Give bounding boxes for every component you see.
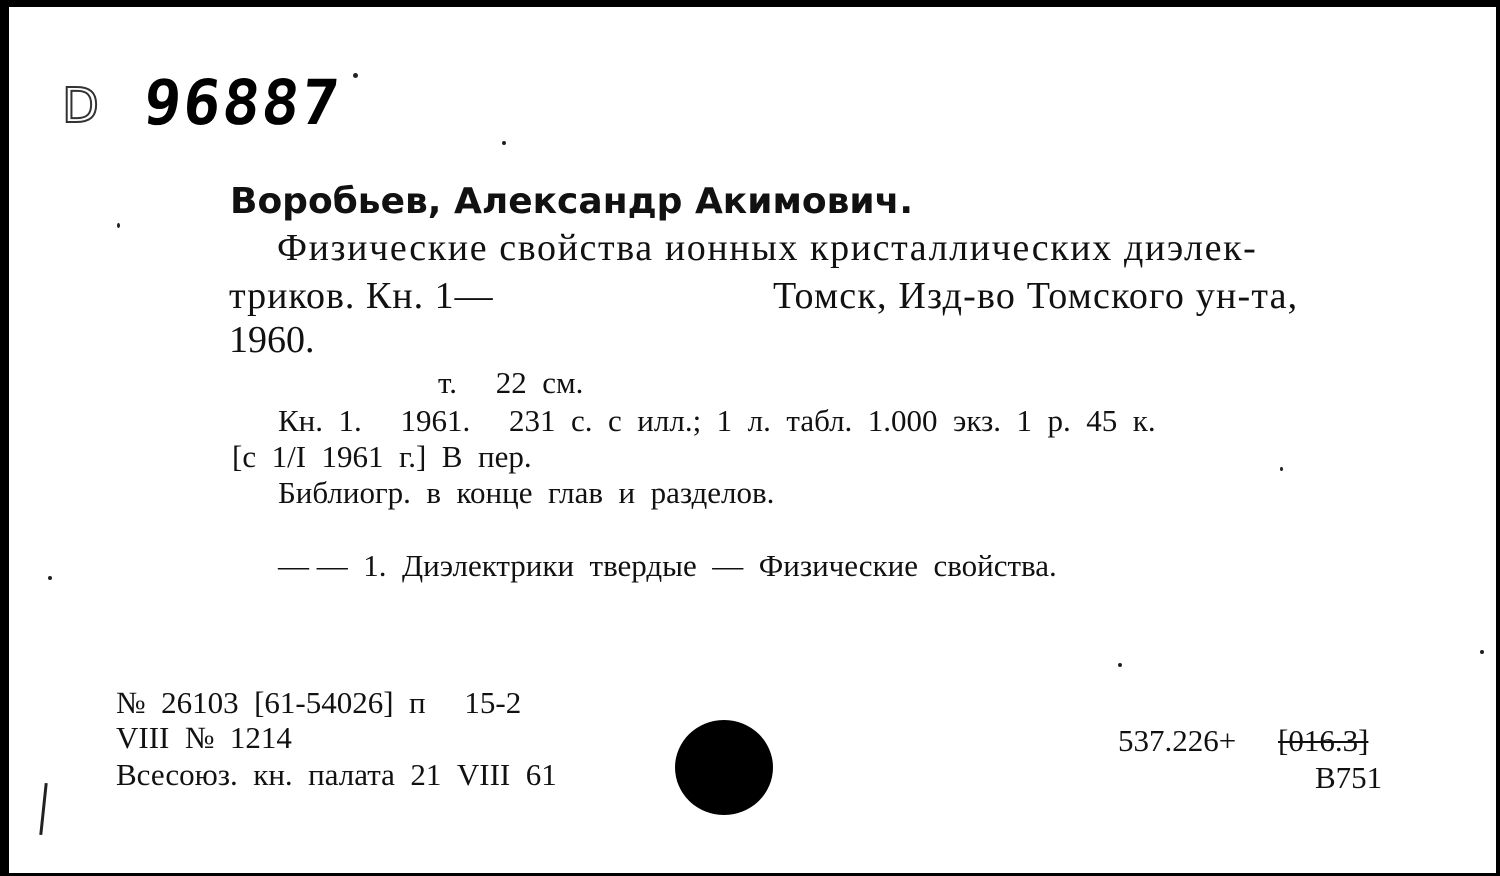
card-border-top bbox=[0, 0, 1500, 7]
title-line-1: Физические свойства ионных кристаллических диэлек- bbox=[277, 227, 1258, 269]
stamp-letter: D bbox=[62, 78, 99, 134]
speck bbox=[1280, 467, 1283, 471]
punch-hole bbox=[675, 720, 773, 815]
speck bbox=[1480, 650, 1484, 654]
price-note-line: [с 1/I 1961 г.] В пер. bbox=[232, 439, 532, 474]
udc-struck: [016.3] bbox=[1278, 723, 1369, 758]
footer-line-2: VIII № 1214 bbox=[116, 720, 292, 755]
title-line-2a: триков. Кн. 1— bbox=[229, 275, 494, 317]
card-border-right bbox=[1496, 0, 1500, 876]
speck bbox=[353, 73, 358, 78]
udc-main: 537.226+ bbox=[1118, 723, 1237, 758]
footer-line-3: Всесоюз. кн. палата 21 VIII 61 bbox=[116, 757, 557, 792]
title-line-2b: Томск, Изд-во Томского ун-та, bbox=[773, 275, 1299, 317]
speck bbox=[502, 141, 506, 145]
card-border-left bbox=[0, 0, 9, 876]
volumes-line: т. 22 см. bbox=[438, 365, 584, 400]
speck bbox=[117, 223, 120, 228]
book1-line: Кн. 1. 1961. 231 с. с илл.; 1 л. табл. 1.000 экз. 1 р. 45 к. bbox=[278, 403, 1156, 438]
shelf-code: В751 bbox=[1315, 760, 1383, 795]
pencil-mark bbox=[39, 783, 47, 835]
author-heading: Воробьев, Александр Акимович. bbox=[230, 181, 914, 222]
footer-line-1: № 26103 [61-54026] п 15-2 bbox=[116, 685, 522, 720]
title-line-3: 1960. bbox=[229, 319, 315, 361]
speck bbox=[48, 576, 52, 580]
subject-heading-line: — — 1. Диэлектрики твердые — Физические свойства. bbox=[278, 548, 1057, 583]
inventory-number: 96887 bbox=[140, 66, 345, 139]
speck bbox=[1118, 663, 1122, 667]
bibliography-line: Библиогр. в конце глав и разделов. bbox=[278, 475, 775, 510]
